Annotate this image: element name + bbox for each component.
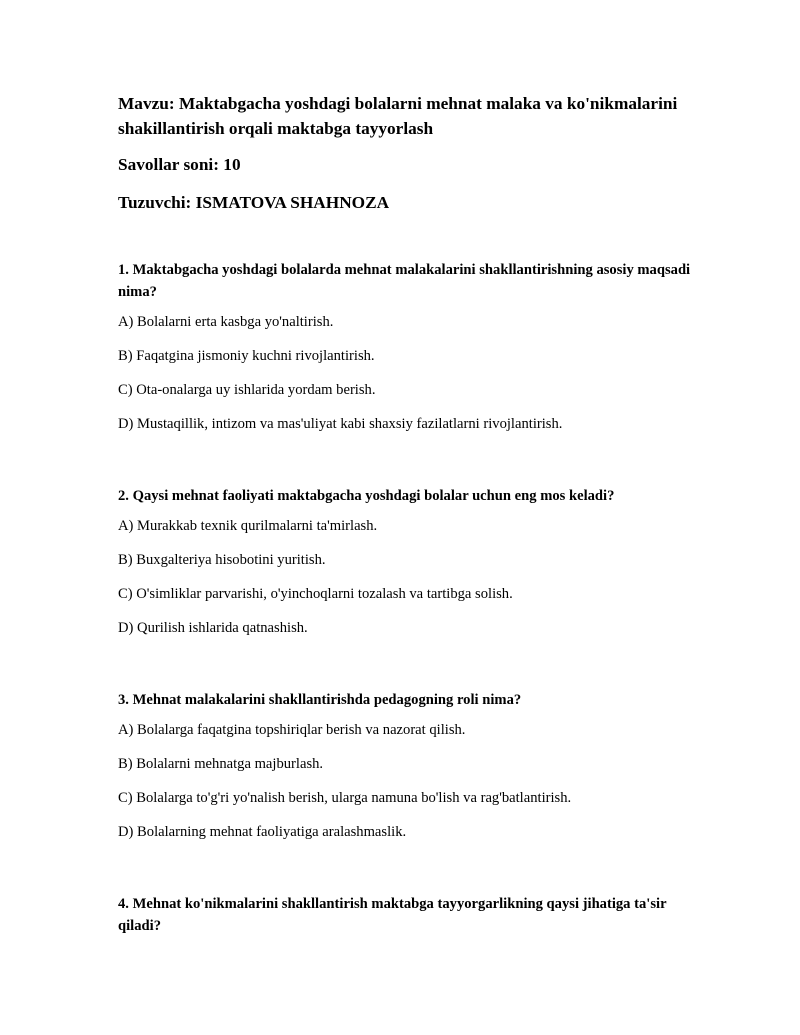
question-1-option-a: A) Bolalarni erta kasbga yo'naltirish. xyxy=(118,314,334,330)
document-title: Mavzu: Maktabgacha yoshdagi bolalarni mehnat malaka va ko'nikmalarini shakillantirish orqali maktabga tayyorlash xyxy=(118,94,678,138)
question-2-option-d: D) Qurilish ishlarida qatnashish. xyxy=(118,620,308,636)
question-3-options xyxy=(118,720,700,842)
question-4-text: 4. Mehnat ko'nikmalarini shakllantirish maktabga tayyorgarlikning qaysi jihatiga ta'sir qiladi? xyxy=(118,896,667,934)
author-line: Tuzuvchi: ISMATOVA SHAHNOZA xyxy=(118,193,390,212)
question-2-text: 2. Qaysi mehnat faoliyati maktabgacha yoshdagi bolalar uchun eng mos keladi? xyxy=(118,488,615,504)
question-2-option-c: C) O'simliklar parvarishi, o'yinchoqlarni tozalash va tartibga solish. xyxy=(118,586,513,602)
question-3-option-a: A) Bolalarga faqatgina topshiriqlar berish va nazorat qilish. xyxy=(118,722,466,738)
question-1-option-b: B) Faqatgina jismoniy kuchni rivojlantirish. xyxy=(118,348,375,364)
question-2 xyxy=(118,485,700,638)
question-2-option-a: A) Murakkab texnik qurilmalarni ta'mirlash. xyxy=(118,518,378,534)
question-3-option-b: B) Bolalarni mehnatga majburlash. xyxy=(118,756,324,772)
question-1-option-c: C) Ota-onalarga uy ishlarida yordam berish. xyxy=(118,382,376,398)
question-2-options xyxy=(118,516,700,638)
question-3-option-d: D) Bolalarning mehnat faoliyatiga aralashmaslik. xyxy=(118,824,407,840)
question-4 xyxy=(118,893,700,937)
question-1 xyxy=(118,259,700,434)
question-count: Savollar soni: 10 xyxy=(118,155,241,174)
question-1-options xyxy=(118,312,700,434)
question-2-option-b: B) Buxgalteriya hisobotini yuritish. xyxy=(118,552,326,568)
question-3 xyxy=(118,689,700,842)
question-3-option-c: C) Bolalarga to'g'ri yo'nalish berish, ularga namuna bo'lish va rag'batlantirish. xyxy=(118,790,572,806)
question-1-text: 1. Maktabgacha yoshdagi bolalarda mehnat malakalarini shakllantirishning asosiy maqsadi nima? xyxy=(118,262,691,300)
question-3-text: 3. Mehnat malakalarini shakllantirishda pedagogning roli nima? xyxy=(118,692,522,708)
question-1-option-d: D) Mustaqillik, intizom va mas'uliyat kabi shaxsiy fazilatlarni rivojlantirish. xyxy=(118,416,563,432)
